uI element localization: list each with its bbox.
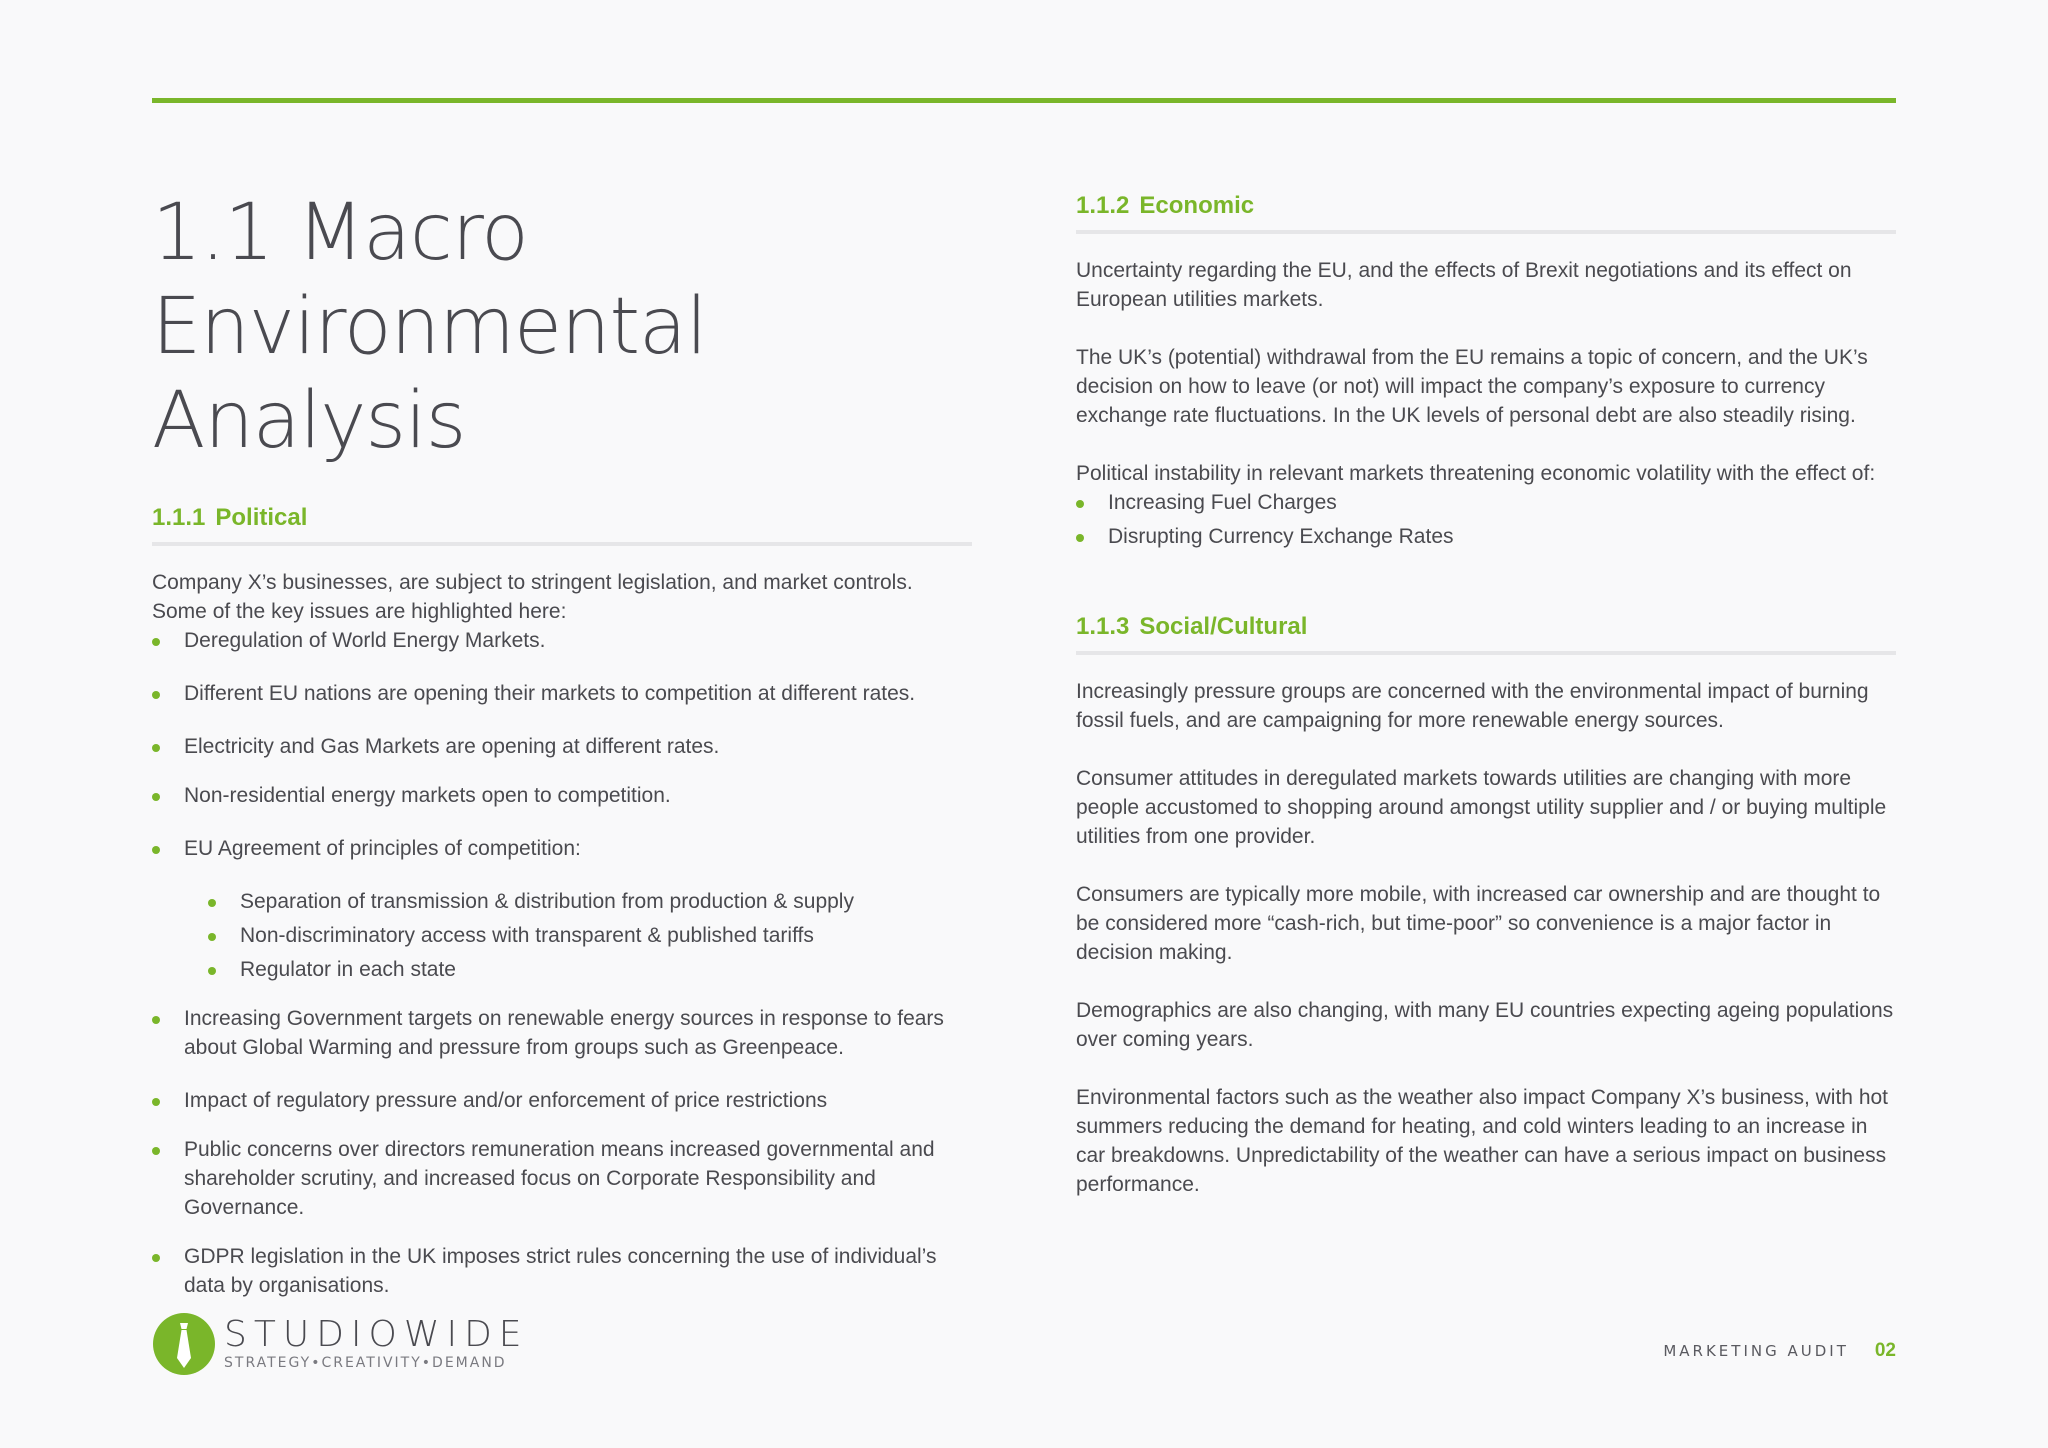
social-section-number: 1.1.3 xyxy=(1076,613,1130,640)
page-title xyxy=(152,186,972,468)
list-item: Increasing Fuel Charges xyxy=(1076,488,1896,517)
list-item: Public concerns over directors remuneration means increased governmental and shareholder scrutiny, and increased focus on Corporate Responsibility and Governance. xyxy=(152,1135,972,1222)
logo-text xyxy=(224,1316,529,1372)
social-paragraph: Environmental factors such as the weather also impact Company X’s business, with hot summers reducing the demand for heating, and cold winters leading to an increase in car breakdowns. Unpredictability of the weather can have a serious impact on business performance. xyxy=(1076,1086,1889,1196)
left-column xyxy=(152,186,972,1324)
economic-section-title: Economic xyxy=(1139,192,1255,219)
political-intro: Company X’s businesses, are subject to stringent legislation, and market controls. Some of the key issues are highlighted here: xyxy=(152,571,913,623)
document-label: MARKETING AUDIT xyxy=(1663,1342,1849,1360)
list-item-text: EU Agreement of principles of competition: xyxy=(184,837,581,860)
competition-principles-list xyxy=(184,887,972,984)
economic-list xyxy=(1076,488,1896,551)
sub-list-item: Regulator in each state xyxy=(208,955,972,984)
political-heading xyxy=(152,504,972,546)
political-section-title: Political xyxy=(215,504,308,531)
page-number: 02 xyxy=(1874,1340,1896,1361)
right-column xyxy=(1076,192,1896,1199)
list-item: Impact of regulatory pressure and/or enforcement of price restrictions xyxy=(152,1086,972,1115)
studiowide-logo xyxy=(152,1310,529,1378)
tie-logo-icon xyxy=(152,1312,216,1376)
list-item: Disrupting Currency Exchange Rates xyxy=(1076,522,1896,551)
social-paragraph: Increasingly pressure groups are concerned with the environmental impact of burning fossil fuels, and are campaigning for more renewable energy sources. xyxy=(1076,680,1869,732)
list-item: Different EU nations are opening their markets to competition at different rates. xyxy=(152,679,972,708)
economic-paragraph: Political instability in relevant markets threatening economic volatility with the effect of: xyxy=(1076,462,1876,485)
page-title-line2: Environmental Analysis xyxy=(152,282,707,466)
economic-paragraph: Uncertainty regarding the EU, and the effects of Brexit negotiations and its effect on European utilities markets. xyxy=(1076,259,1852,311)
social-heading xyxy=(1076,613,1896,655)
social-paragraph: Consumer attitudes in deregulated markets towards utilities are changing with more people accustomed to shopping around amongst utility supplier and / or buying multiple utilities from one provider. xyxy=(1076,767,1887,848)
logo-name: STUDIOWIDE xyxy=(224,1314,529,1355)
page-title-line1: 1.1 Macro xyxy=(152,188,528,278)
top-accent-rule xyxy=(152,98,1896,103)
list-item: Increasing Government targets on renewable energy sources in response to fears about Global Warming and pressure from groups such as Greenpeace. xyxy=(152,1004,972,1062)
political-list xyxy=(152,626,972,1300)
social-section-title: Social/Cultural xyxy=(1139,613,1308,640)
list-item xyxy=(152,834,972,984)
logo-tagline: STRATEGY•CREATIVITY•DEMAND xyxy=(224,1355,507,1371)
economic-paragraph: The UK’s (potential) withdrawal from the EU remains a topic of concern, and the UK’s decision on how to leave (or not) will impact the company’s exposure to currency exchange rate fluctuations. In the UK levels of personal debt are also steadily rising. xyxy=(1076,346,1868,427)
list-item: Electricity and Gas Markets are opening at different rates. xyxy=(152,732,972,761)
list-item: GDPR legislation in the UK imposes strict rules concerning the use of individual’s data by organisations. xyxy=(152,1242,972,1300)
sub-list-item: Non-discriminatory access with transparent & published tariffs xyxy=(208,921,972,950)
social-paragraph: Consumers are typically more mobile, with increased car ownership and are thought to be considered more “cash-rich, but time-poor” so convenience is a major factor in decision making. xyxy=(1076,883,1881,964)
political-section-number: 1.1.1 xyxy=(152,504,206,531)
economic-heading xyxy=(1076,192,1896,234)
list-item: Non-residential energy markets open to competition. xyxy=(152,781,972,810)
sub-list-item: Separation of transmission & distribution from production & supply xyxy=(208,887,972,916)
list-item: Deregulation of World Energy Markets. xyxy=(152,626,972,655)
page-footer xyxy=(1663,1340,1896,1362)
economic-section-number: 1.1.2 xyxy=(1076,192,1130,219)
social-paragraph: Demographics are also changing, with many EU countries expecting ageing populations over coming years. xyxy=(1076,999,1894,1051)
